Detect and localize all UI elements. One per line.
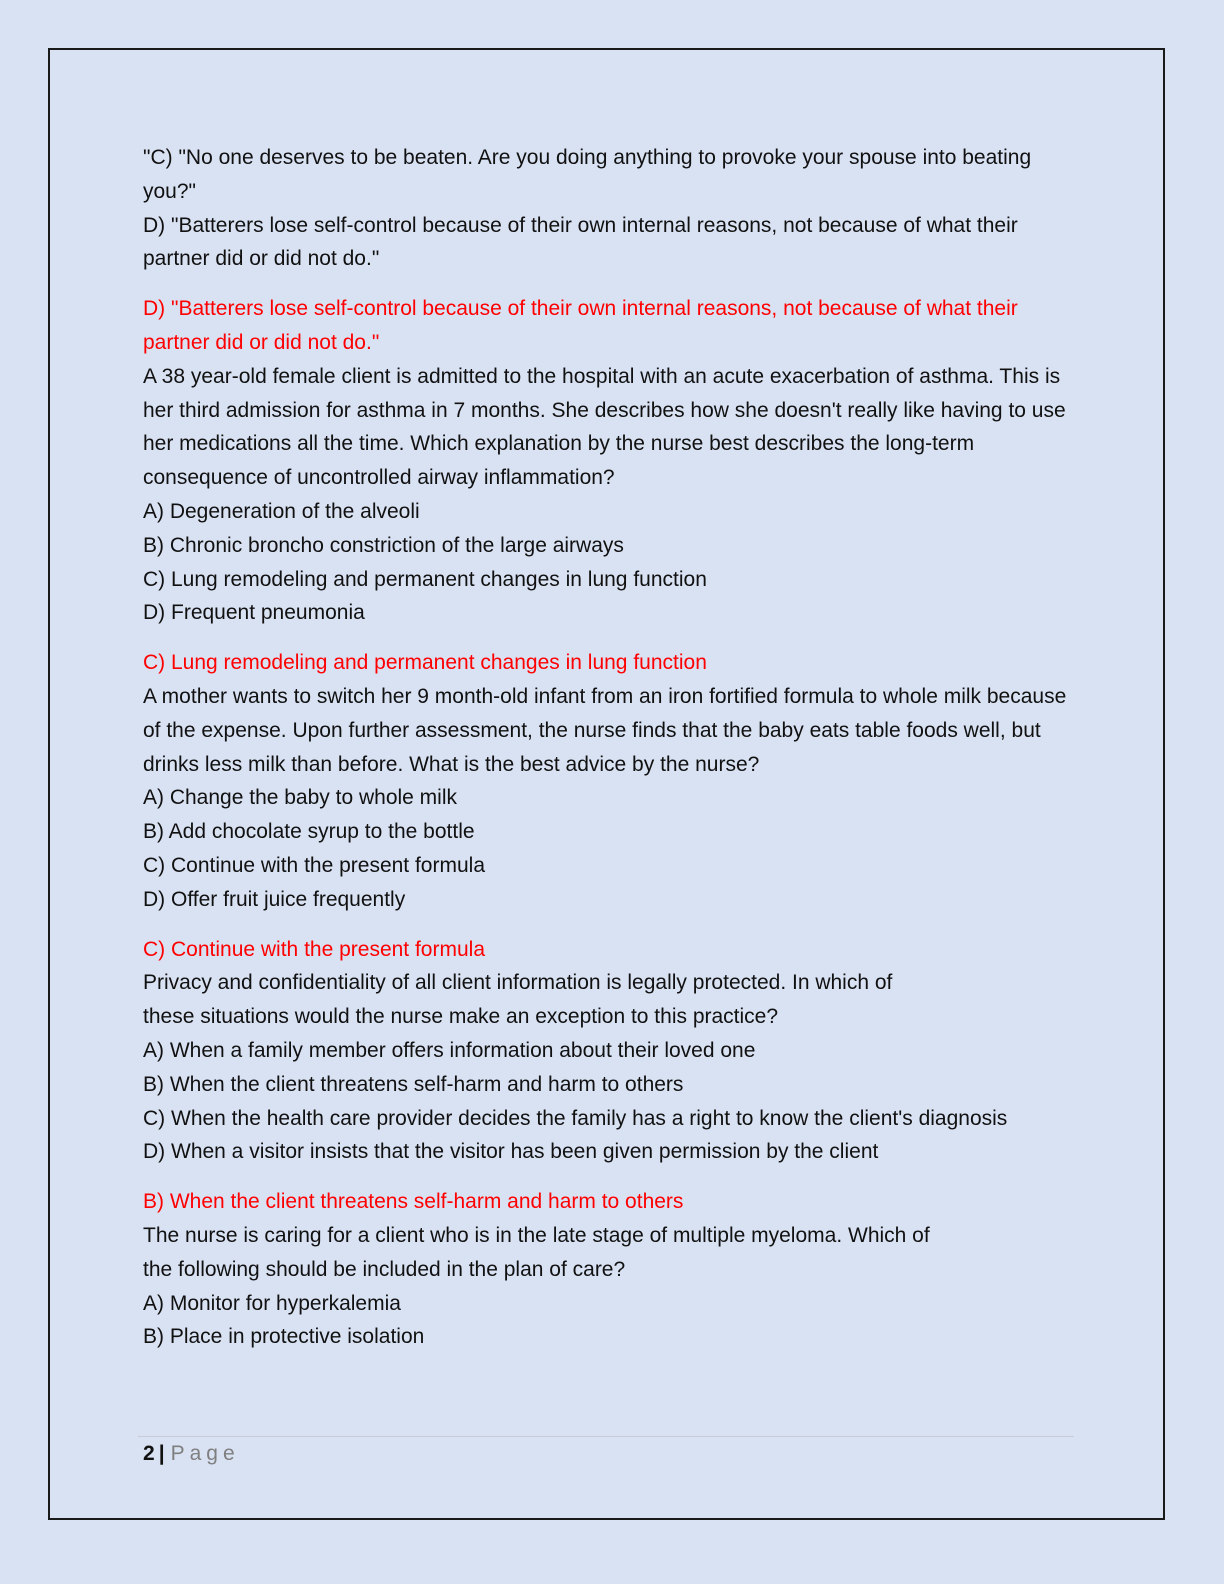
page-footer	[143, 1440, 240, 1468]
question-infant-formula	[143, 680, 1083, 917]
question-stem: A 38 year-old female client is admitted to the hospital with an acute exacerbation of asthma. This is her third admission for asthma in 7 months. She describes how she doesn't really like having to use her medications all the time. Which explanation by the nurse best describes the long-term consequence of uncontrolled airway inflammation?	[143, 364, 1066, 490]
answer-text: C) Lung remodeling and permanent changes in lung function	[143, 651, 707, 675]
page-label: Page	[170, 1442, 240, 1465]
option-d: D) Offer fruit juice frequently	[143, 887, 406, 911]
answer-text: B) When the client threatens self-harm and harm to others	[143, 1190, 684, 1214]
page-content	[143, 141, 1083, 1370]
option-a: A) When a family member offers information about their loved one	[143, 1038, 756, 1062]
continued-question	[143, 141, 1083, 276]
option-a: A) Change the baby to whole milk	[143, 786, 458, 810]
option-d: D) Frequent pneumonia	[143, 601, 365, 625]
option-a: A) Monitor for hyperkalemia	[143, 1291, 401, 1315]
answer-text: C) Continue with the present formula	[143, 937, 485, 961]
option-b: B) When the client threatens self-harm and harm to others	[143, 1072, 684, 1096]
footer-divider	[138, 1436, 1074, 1437]
option-d: D) "Batterers lose self-control because of their own internal reasons, not because of what their partner did or did not do."	[143, 213, 1018, 271]
question-multiple-myeloma	[143, 1219, 1083, 1354]
option-d: D) When a visitor insists that the visitor has been given permission by the client	[143, 1140, 879, 1164]
option-b: B) Chronic broncho constriction of the large airways	[143, 533, 624, 557]
question-asthma	[143, 360, 1083, 630]
page-number: 2	[143, 1442, 155, 1465]
question-stem: A mother wants to switch her 9 month-old infant from an iron fortified formula to whole milk because of the expense. Upon further assessment, the nurse finds that the baby eats table foods well, but drinks less milk than before. What is the best advice by the nurse?	[143, 684, 1067, 776]
option-c: C) Lung remodeling and permanent changes in lung function	[143, 567, 707, 591]
option-c: "C) "No one deserves to be beaten. Are you doing anything to provoke your spouse into beating you?"	[143, 146, 1032, 203]
question-stem-line-2: the following should be included in the plan of care?	[143, 1257, 626, 1281]
option-a: A) Degeneration of the alveoli	[143, 499, 420, 523]
question-stem-line-1: The nurse is caring for a client who is in the late stage of multiple myeloma. Which of	[143, 1223, 930, 1247]
option-c: C) Continue with the present formula	[143, 853, 485, 877]
option-b: B) Add chocolate syrup to the bottle	[143, 820, 475, 844]
answer-text: D) "Batterers lose self-control because of their own internal reasons, not because of what their partner did or did not do."	[143, 297, 1018, 354]
option-c: C) When the health care provider decides the family has a right to know the client's diagnosis	[143, 1106, 1008, 1130]
question-stem-line-1: Privacy and confidentiality of all client information is legally protected. In which of	[143, 971, 893, 995]
footer-separator: |	[158, 1442, 165, 1465]
question-stem-line-2: these situations would the nurse make an exception to this practice?	[143, 1005, 779, 1029]
option-b: B) Place in protective isolation	[143, 1325, 425, 1349]
question-confidentiality	[143, 966, 1083, 1169]
